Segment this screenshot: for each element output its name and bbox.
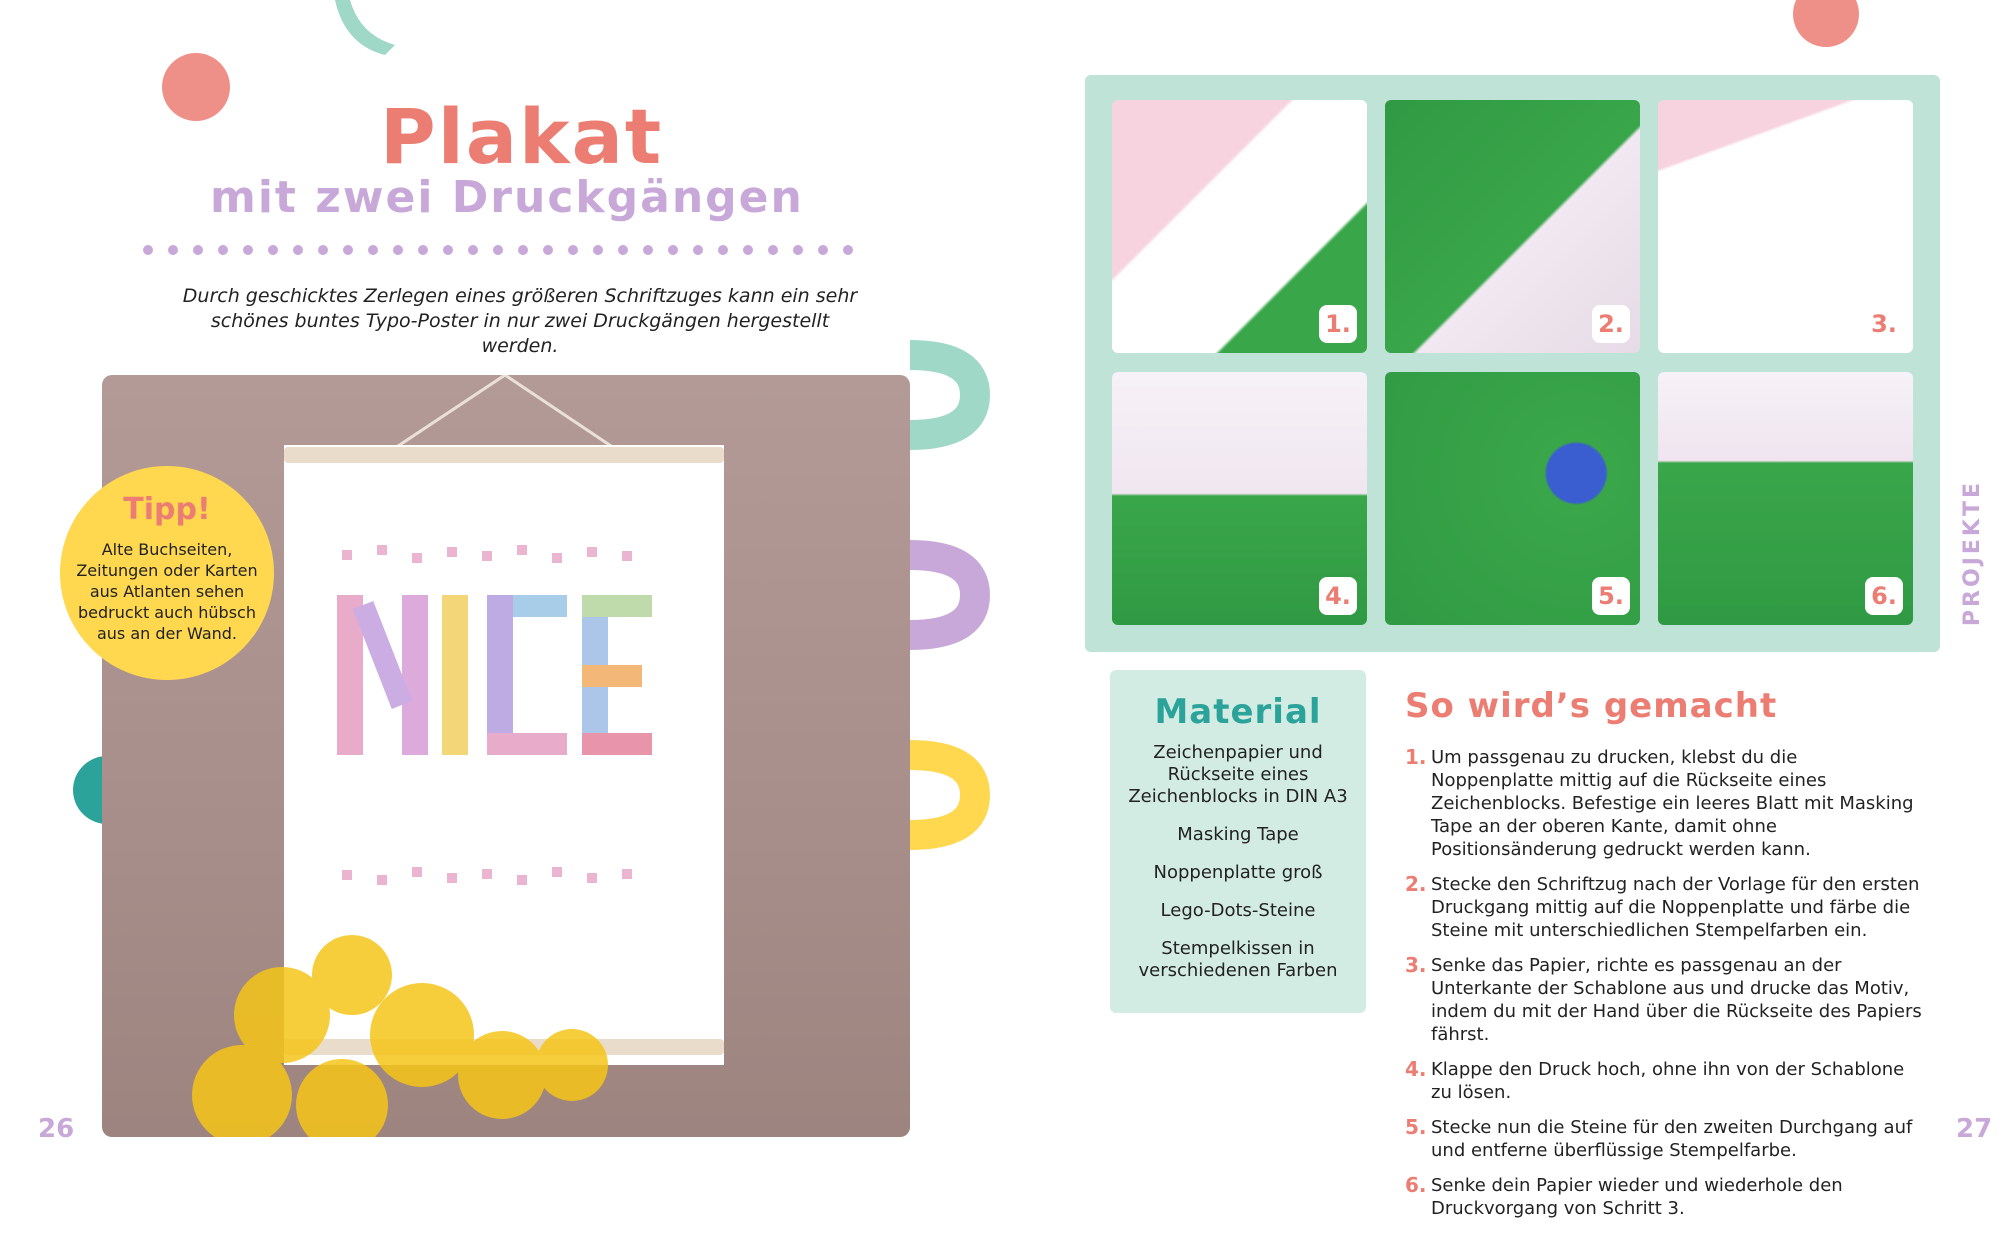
mint-arc-shape [335, 0, 395, 55]
material-item: Noppenplatte groß [1153, 862, 1323, 883]
page-subtitle: mit zwei Druckgängen [210, 172, 804, 223]
material-item: Lego-Dots-Steine [1160, 900, 1316, 921]
step-photo-1 [1112, 100, 1367, 353]
step-photo-label: 3. [1865, 305, 1903, 343]
tip-text: Alte Buchseiten, Zeitungen oder Karten aus Atlanten sehen bedruckt auch hübsch aus an der Wand. [76, 540, 258, 643]
material-box [1110, 670, 1366, 1013]
instruction-step [1405, 954, 1925, 1046]
step-number: 2. [1405, 872, 1427, 896]
instruction-step [1405, 746, 1925, 861]
instructions-list [1405, 746, 1925, 1232]
step-photo-label: 4. [1319, 577, 1357, 615]
wave-shape-5 [910, 755, 975, 835]
step-photo-5 [1385, 372, 1640, 625]
instruction-step [1405, 873, 1925, 942]
step-number: 4. [1405, 1057, 1427, 1081]
step-text: Um passgenau zu drucken, klebst du die Noppenplatte mittig auf die Rückseite eines Zeichenblocks. Befestige ein leeres Blatt mit Masking Tape an der oberen Kante, damit ohne Positionsänderung gedruckt werden kann. [1431, 747, 1914, 860]
tip-badge [60, 466, 274, 680]
step-text: Klappe den Druck hoch, ohne ihn von der Schablone zu lösen. [1431, 1059, 1905, 1103]
coral-circle-top-right [1793, 0, 1859, 47]
instruction-step [1405, 1058, 1925, 1104]
step-photo-4 [1112, 372, 1367, 625]
step-photo-6 [1658, 372, 1913, 625]
instructions-title: So wird’s gemacht [1405, 686, 1778, 726]
wave-shape-3 [910, 555, 975, 635]
step-photo-label: 2. [1592, 305, 1630, 343]
step-number: 5. [1405, 1115, 1427, 1139]
step-photo-3 [1658, 100, 1913, 353]
coral-circle-shape [162, 53, 230, 121]
step-text: Stecke den Schriftzug nach der Vorlage für den ersten Druckgang mittig auf die Noppenplatte und färbe die Steine mit unterschiedlichen Stempelfarben ein. [1431, 874, 1920, 941]
section-label: PROJEKTE [1960, 480, 1985, 627]
step-number: 6. [1405, 1173, 1427, 1197]
page-number-right: 27 [1956, 1114, 1993, 1144]
instruction-step [1405, 1174, 1925, 1220]
intro-text: Durch geschicktes Zerlegen eines größeren Schriftzuges kann ein sehr schönes buntes Typo-Poster in nur zwei Druckgängen hergestellt werden. [182, 285, 858, 357]
step-text: Stecke nun die Steine für den zweiten Durchgang auf und entferne überflüssige Stempelfarbe. [1431, 1117, 1913, 1161]
page-number-left: 26 [38, 1114, 75, 1144]
step-text: Senke das Papier, richte es passgenau an der Unterkante der Schablone aus und drucke das Motiv, indem du mit der Hand über die Rückseite des Papiers fährst. [1431, 955, 1922, 1045]
step-photo-label: 6. [1865, 577, 1903, 615]
tip-title: Tipp! [123, 492, 211, 527]
step-photo-grid [1085, 75, 1940, 652]
dotted-divider [142, 244, 862, 256]
step-photo-2 [1385, 100, 1640, 353]
material-item: Zeichenpapier und Rückseite eines Zeichenblocks in DIN A3 [1128, 742, 1348, 807]
material-item: Masking Tape [1177, 824, 1299, 845]
step-number: 1. [1405, 745, 1427, 769]
material-title: Material [1154, 692, 1322, 732]
wave-shape-1 [910, 355, 975, 435]
instruction-step [1405, 1116, 1925, 1162]
page-title: Plakat [380, 92, 664, 181]
material-item: Stempelkissen in verschiedenen Farben [1138, 938, 1338, 981]
step-photo-label: 5. [1592, 577, 1630, 615]
step-text: Senke dein Papier wieder und wiederhole den Druckvorgang von Schritt 3. [1431, 1175, 1843, 1219]
step-number: 3. [1405, 953, 1427, 977]
step-photo-label: 1. [1319, 305, 1357, 343]
